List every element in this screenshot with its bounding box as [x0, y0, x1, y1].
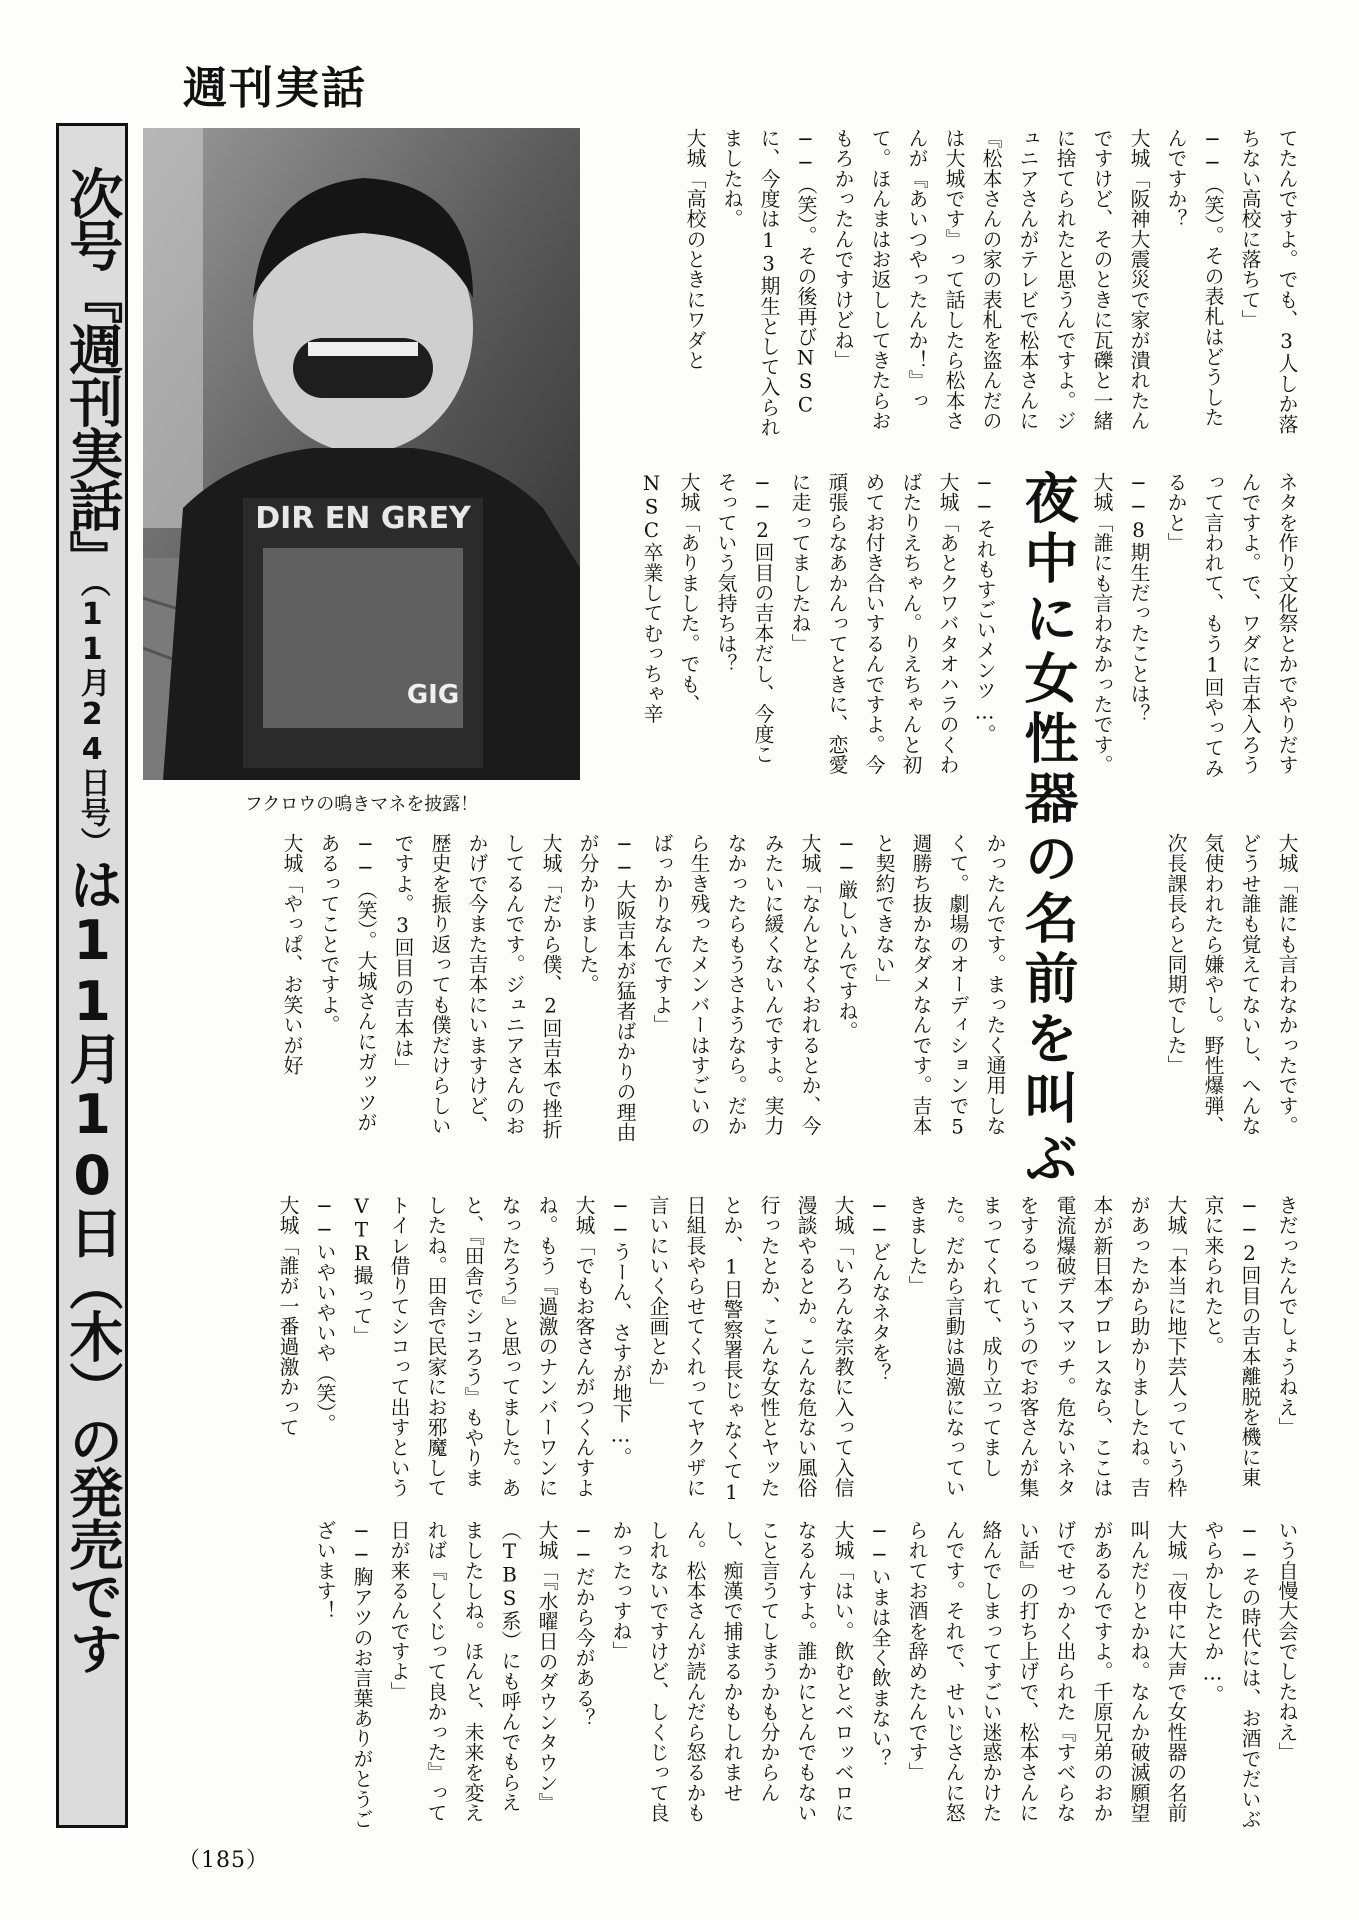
- paragraph: きだったんでしょうねえ」: [1275, 1195, 1298, 1438]
- next-issue-line1: 次号『週刊実話』: [60, 166, 124, 582]
- paragraph: ──大阪吉本が猛者ばかりの理由が分かりました。: [576, 833, 636, 1143]
- text-block-tier2-right: [1086, 472, 1305, 784]
- paragraph: ──2回目の吉本だし、今度こそっていう気持ちは？: [714, 472, 774, 765]
- paragraph: 大城「なんとなくおれるとか、今みたいに緩くないんですよ。実力なかったらもうさようなら。だから生き残ったメンバーはすごいのばっかりなんですよ」: [650, 833, 821, 1136]
- article-headline: 夜中に女性器の名前を叫ぶ: [1016, 470, 1079, 1190]
- text-block-tier2-left: [623, 472, 1003, 784]
- paragraph: ──2回目の吉本離脱を機に東京に来られたと。: [1201, 1195, 1261, 1488]
- photo-caption: フクロウの鳴きマネを披露！: [244, 794, 479, 815]
- paragraph: ──だから今がある？: [572, 1520, 595, 1729]
- next-issue-line3: は11月10日（木）の発売です: [60, 857, 124, 1673]
- paragraph: かったんです。まったく通用しなくて。劇場のオーディションで5週勝ち抜かなダメなんです。吉本と契約できない」: [872, 833, 1006, 1140]
- paragraph: 大城「阪神大震災で家が潰れたんですけど、そのときに瓦礫と一緒に捨てられたと思うんですよ。ジュニアさんがテレビで松本さんに『松本さんの家の表札を盗んだのは大城です』って話したら松本さんが『あいつやったんか！』って。ほんまはお返ししてきたらおもろかったんですけどね」: [831, 128, 1150, 431]
- text-block-tier4: [143, 1195, 1305, 1507]
- paragraph: 大城「『水曜日のダウンタウン』（TBS系）にも呼んでもらえましたしね。ほんと、未来を変えれば『しくじって良かった』って日が来るんですよ」: [387, 1520, 558, 1823]
- paragraph: ──胸アツのお言葉ありがとうございます！: [313, 1520, 373, 1830]
- paragraph: ──（笑）。その後再びNSCに、今度は13期生として入られましたね。: [720, 128, 817, 438]
- paragraph: 大城「誰にも言わなかったです。どうせ誰も覚えてないし、へんな気使われたら嫌やし。野性爆弾、次長課長らと同期でした」: [1164, 833, 1298, 1136]
- paragraph: ──その時代には、お酒でだいぶやらかしたとか…。: [1201, 1520, 1261, 1830]
- paragraph: 大城「やっぱ、お笑いが好: [280, 833, 303, 1076]
- paragraph: 大城「夜中に大声で女性器の名前叫んだりとかね。なんか破滅願望があるんですよ。千原兄弟のおかげでせっかく出られた『すべらない話』の打ち上げで、松本さんに絡んでしまってすごい迷惑かけたんです。それで、せいじさんに怒られてお酒を辞めたんです」: [905, 1520, 1187, 1823]
- paragraph: ──それもすごいメンツ…。: [973, 472, 996, 745]
- paragraph: ──いまは全く飲まない？: [868, 1520, 891, 1769]
- magazine-title: 週刊実話: [183, 63, 367, 114]
- paragraph: ──どんなネタを？: [868, 1195, 891, 1384]
- interview-photo: [143, 128, 580, 780]
- shirt-band-text: DIR EN GREY: [255, 501, 471, 536]
- photo-illustration: [143, 128, 580, 780]
- paragraph: ──厳しいんですね。: [835, 833, 858, 1042]
- text-block-top-right: [580, 128, 1305, 439]
- paragraph: ──（笑）。大城さんにガッツがあるってことですよ。: [317, 833, 377, 1133]
- paragraph: 大城「誰が一番過激かって: [276, 1195, 299, 1438]
- text-block-tier5: [143, 1520, 1305, 1832]
- text-block-tier3: [143, 833, 1013, 1145]
- paragraph: 大城「高校のときにワダと: [683, 128, 706, 371]
- paragraph: 大城「はい。飲むとベロッベロになるんすよ。誰かにとんでもないこと言うてしまうかも分からんし、痴漢で捕まるかもしれません。松本さんが読んだら怒るかもしれないですけど、しくじって良かったっすね」: [609, 1520, 854, 1823]
- paragraph: ──うーん、さすが地下…。: [609, 1195, 632, 1468]
- paragraph: ──8期生だったことは？: [1127, 472, 1150, 724]
- paragraph: いう自慢大会でしたねえ」: [1275, 1520, 1298, 1763]
- paragraph: 大城「だから僕、2回吉本で挫折してるんです。ジュニアさんのおかげで今また吉本にいますけど、歴史を振り返っても僕だけらしいですよ。3回目の吉本は」: [391, 833, 562, 1140]
- paragraph: ──（笑）。その表札はどうしたんですか？: [1164, 128, 1224, 428]
- paragraph: 大城「ありました。でも、NSC卒業してむっちゃ辛: [640, 472, 700, 724]
- next-issue-text: [60, 126, 124, 1673]
- paragraph: ネタを作り文化祭とかでやりだすんですよ。で、ワダに吉本入ろうって言われて、もう1回やってみるかと」: [1164, 472, 1298, 779]
- paragraph: 大城「本当に地下芸人っていう枠があったから助かりましたね。吉本が新日本プロレスなら、ここは電流爆破デスマッチ。危ないネタをするっていうのでお客さんが集まってくれて、成り立ってました。だから言動は過激になっていきました」: [905, 1195, 1187, 1498]
- paragraph: 大城「あとクワバタオハラのくわばたりえちゃん。りえちゃんと初めてお付き合いするんですよ。今頑張らなあかんってときに、恋愛に走ってましたね」: [788, 472, 959, 775]
- paragraph: 大城「誰にも言わなかったです。: [1090, 472, 1113, 775]
- page-number: （185）: [178, 1848, 269, 1873]
- next-issue-date: （11月24日号）: [74, 582, 110, 857]
- shirt-gig-text: GIG: [406, 680, 460, 710]
- paragraph: ──いやいやいや（笑）。: [313, 1195, 336, 1434]
- next-issue-panel: [56, 123, 128, 1828]
- paragraph: 大城「いろんな宗教に入って入信漫談やるとか。こんな危ない風俗行ったとか、こんな女性とヤッたとか、1日警察署長じゃなくて1日組長やらせてくれってヤクザに言いにいく企画とか」: [646, 1195, 854, 1505]
- text-block-tier3-right: [1013, 833, 1305, 1145]
- paragraph: てたんですよ。でも、3人しか落ちない高校に落ちて」: [1238, 128, 1298, 435]
- paragraph: 大城「でもお客さんがつくんすよね。もう『過激のナンバーワンになったろう』と思ってました。あと、『田舎でシコろう』もやりましたね。田舎で民家にお邪魔してトイレ借りてシコって出すというVTR撮って」: [350, 1195, 595, 1498]
